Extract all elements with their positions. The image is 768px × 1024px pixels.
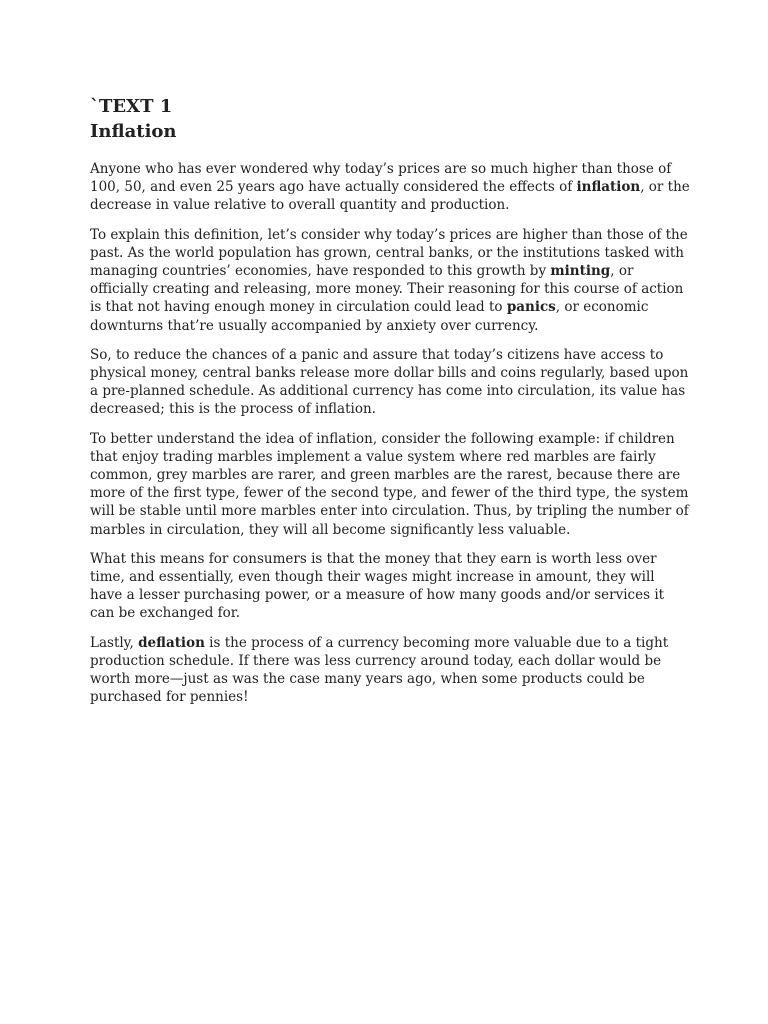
body-paragraph	[90, 550, 690, 623]
paragraph-text: So, to reduce the chances of a panic and assure that today’s citizens have access to physical money, central banks release more dollar bills and coins regularly, based upon a pre-planned schedule. As additional currency has come into circulation, its value has decreased; this is the process of inflation.	[90, 346, 689, 418]
document-label: `TEXT 1	[90, 96, 173, 117]
bold-term: deflation	[138, 634, 205, 651]
paragraph-text: Anyone who has ever wondered why today’s prices are so much higher than those of 100, 50, and even 25 years ago have actually considered the effects of	[90, 161, 672, 196]
document-page	[90, 94, 690, 717]
paragraph-text: , or officially creating and releasing, more money. Their reasoning for this course of action is that not having enough money in circulation could lead to	[90, 263, 684, 316]
paragraph-text: What this means for consumers is that the money that they earn is worth less over time, and essentially, even though their wages might increase in amount, they will have a lesser purchasing power, or a measure of how many goods and/or services it can be exchanged for.	[90, 550, 665, 622]
paragraph-text: To explain this definition, let’s consider why today’s prices are higher than those of the past. As the world population has grown, central banks, or the institutions tasked with managing countries’ economies, have responded to this growth by	[90, 226, 688, 280]
body-paragraph	[90, 160, 690, 215]
paragraph-text: To better understand the idea of inflation, consider the following example: if children that enjoy trading marbles implement a value system where red marbles are fairly common, grey marbles are rarer, and green marbles are the rarest, because there are more of the first type, fewer of the second type, and fewer of the third type, the system will be stable until more marbles enter into circulation. Thus, by tripling the number of marbles in circulation, they will all become significantly less valuable.	[90, 430, 689, 538]
body-paragraph	[90, 346, 690, 419]
paragraph-text: Lastly,	[90, 634, 139, 651]
document-body	[90, 160, 690, 706]
body-paragraph	[90, 634, 690, 707]
document-title: Inflation	[90, 121, 177, 142]
bold-term: panics	[506, 299, 556, 316]
paragraph-text: is the process of a currency becoming more valuable due to a tight production schedule. If there was less currency around today, each dollar would be worth more—just as was the case many years ago, when some products could be purchased for pennies!	[90, 634, 669, 706]
paragraph-text: , or the decrease in value relative to overall quantity and production.	[90, 179, 690, 214]
bold-term: inflation	[576, 179, 641, 196]
body-paragraph	[90, 226, 690, 335]
paragraph-text: , or economic downturns that’re usually accompanied by anxiety over currency.	[90, 299, 649, 334]
body-paragraph	[90, 430, 690, 539]
bold-term: minting	[550, 263, 611, 280]
